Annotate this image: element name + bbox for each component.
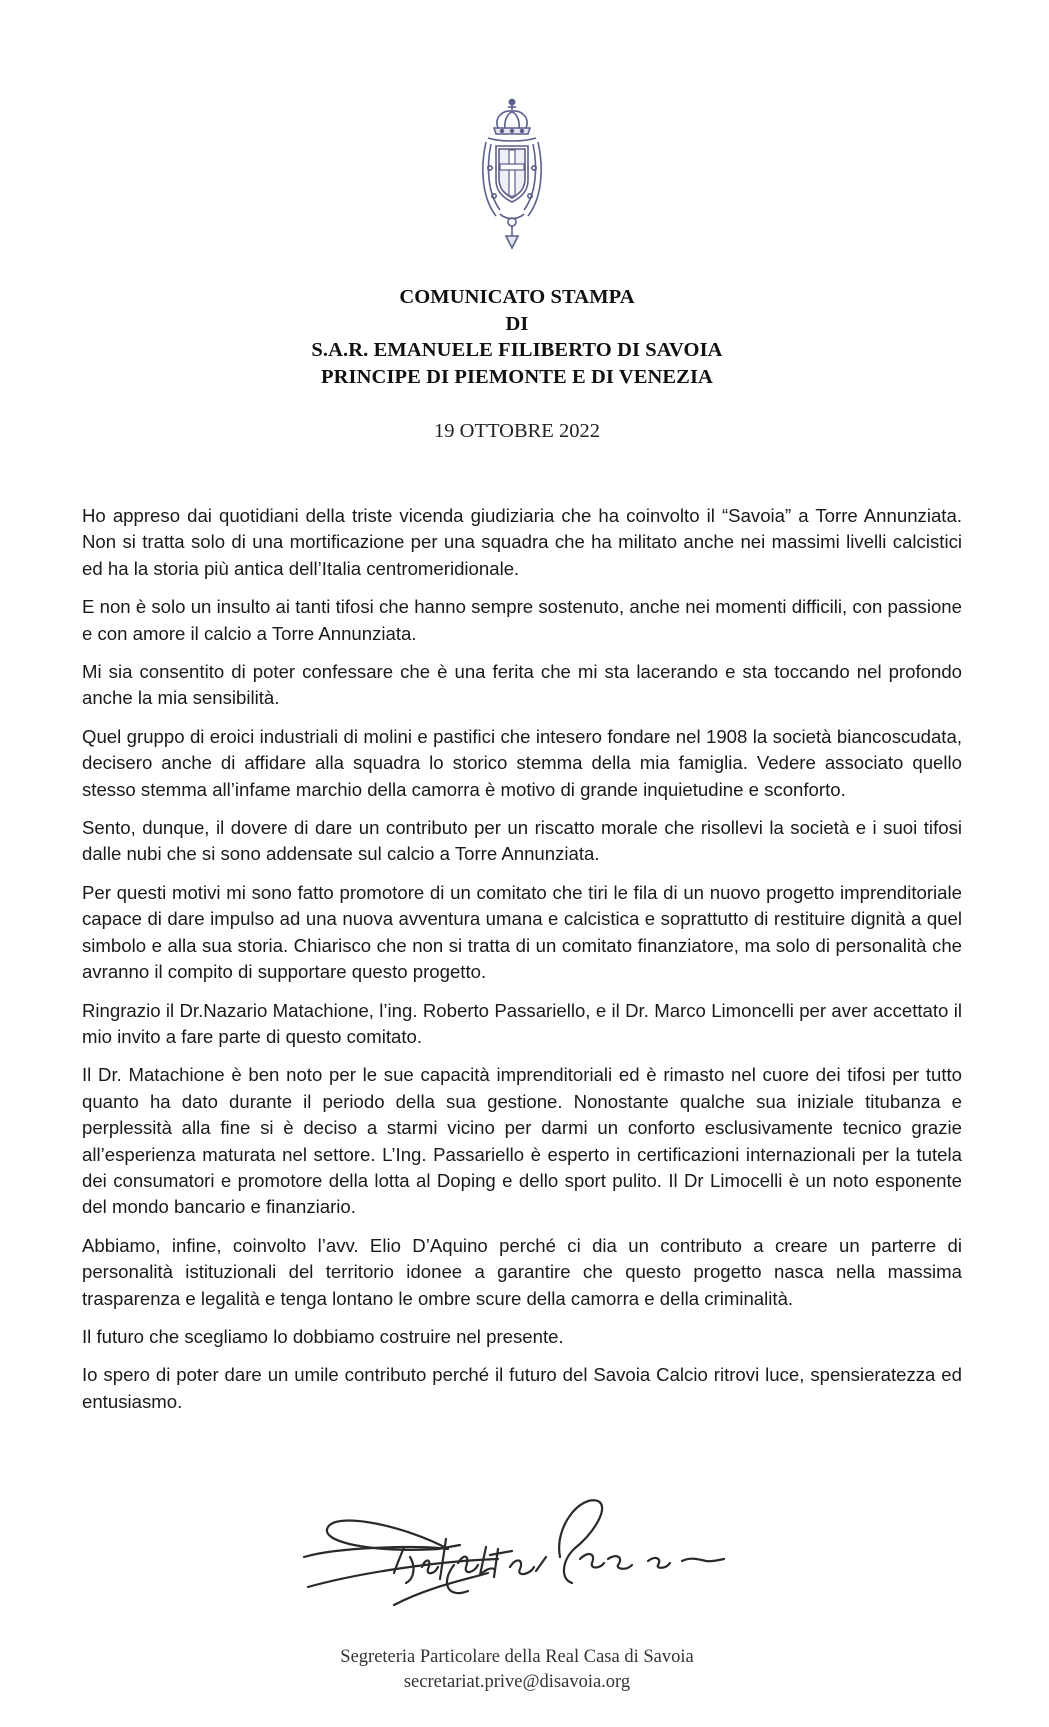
- heading-line-1: COMUNICATO STAMPA: [399, 286, 635, 308]
- paragraph: Ringrazio il Dr.Nazario Matachione, l’ing. Roberto Passariello, e il Dr. Marco Limoncelli per aver accettato il mio invito a fare parte di questo comitato.: [82, 999, 962, 1047]
- footer-office: Segreteria Particolare della Real Casa di Savoia: [340, 1647, 694, 1667]
- paragraph: Per questi motivi mi sono fatto promotore di un comitato che tiri le fila di un nuovo progetto imprenditoriale capace di dare impulso ad una nuova avventura umana e calcistica e soprattutto di restituire dignità a quel simbolo e alla sua storia. Chiarisco che non si tratta di un comitato finanziatore, ma solo di personalità che avranno il compito di supportare questo progetto.: [82, 881, 962, 983]
- handwritten-signature: [298, 1487, 738, 1617]
- footer: [0, 1645, 1034, 1695]
- heading-line-3: S.A.R. EMANUELE FILIBERTO DI SAVOIA: [311, 339, 723, 361]
- paragraph: Il futuro che scegliamo lo dobbiamo costruire nel presente.: [82, 1325, 564, 1347]
- paragraph: Il Dr. Matachione è ben noto per le sue capacità imprenditoriali ed è rimasto nel cuore dei tifosi per tutto quanto ha dato durante il periodo della sua gestione. Nonostante qualche sua iniziale titubanza e perplessità alla fine si è deciso a starmi vicino per darmi un conforto esclusivamente tecnico grazie all’esperienza maturata nel settore. L’Ing. Passariello è esperto in certificazioni internazionali per la tutela dei consumatori e promotore della lotta al Doping e dello sport pulito. Il Dr Limocelli è un noto esponente del mondo bancario e finanziario.: [82, 1064, 962, 1218]
- paragraph: Abbiamo, infine, coinvolto l’avv. Elio D’Aquino perché ci dia un contributo a creare un parterre di personalità istituzionali del territorio idonee a garantire che questo progetto nasca nella massima trasparenza e legalità e tenga lontano le ombre scure della camorra e della criminalità.: [82, 1234, 962, 1309]
- body-text: [82, 503, 962, 1427]
- paragraph: Ho appreso dai quotidiani della triste vicenda giudiziaria che ha coinvolto il “Savoia” a Torre Annunziata. Non si tratta solo di una mortificazione per una squadra che ha militato anche nei massimi livelli calcistici ed ha la storia più antica dell’Italia centromeridionale.: [82, 505, 962, 579]
- royal-crest-icon: [472, 98, 552, 258]
- press-release-heading: [0, 284, 1034, 390]
- paragraph: Sento, dunque, il dovere di dare un contributo per un riscatto morale che risollevi la società e i suoi tifosi dalle nubi che si sono addensate sul calcio a Torre Annunziata.: [82, 817, 962, 865]
- heading-line-2: DI: [505, 312, 529, 335]
- paragraph: Mi sia consentito di poter confessare che è una ferita che mi sta lacerando e sta toccando nel profondo anche la mia sensibilità.: [82, 661, 962, 709]
- footer-email: secretariat.prive@disavoia.org: [403, 1672, 631, 1692]
- paragraph: E non è solo un insulto ai tanti tifosi che hanno sempre sostenuto, anche nei momenti difficili, con passione e con amore il calcio a Torre Annunziata.: [82, 596, 962, 644]
- heading-line-4: PRINCIPE DI PIEMONTE E DI VENEZIA: [321, 365, 713, 388]
- paragraph: Quel gruppo di eroici industriali di molini e pastifici che intesero fondare nel 1908 la società biancoscudata, decisero anche di affidare alla squadra lo storico stemma della mia famiglia. Vedere associato quello stesso stemma all’infame marchio della camorra è motivo di grande inquietudine e sconforto.: [82, 725, 962, 800]
- paragraph: Io spero di poter dare un umile contributo perché il futuro del Savoia Calcio ritrovi luce, spensieratezza ed entusiasmo.: [82, 1364, 962, 1412]
- release-date: 19 OTTOBRE 2022: [434, 420, 600, 442]
